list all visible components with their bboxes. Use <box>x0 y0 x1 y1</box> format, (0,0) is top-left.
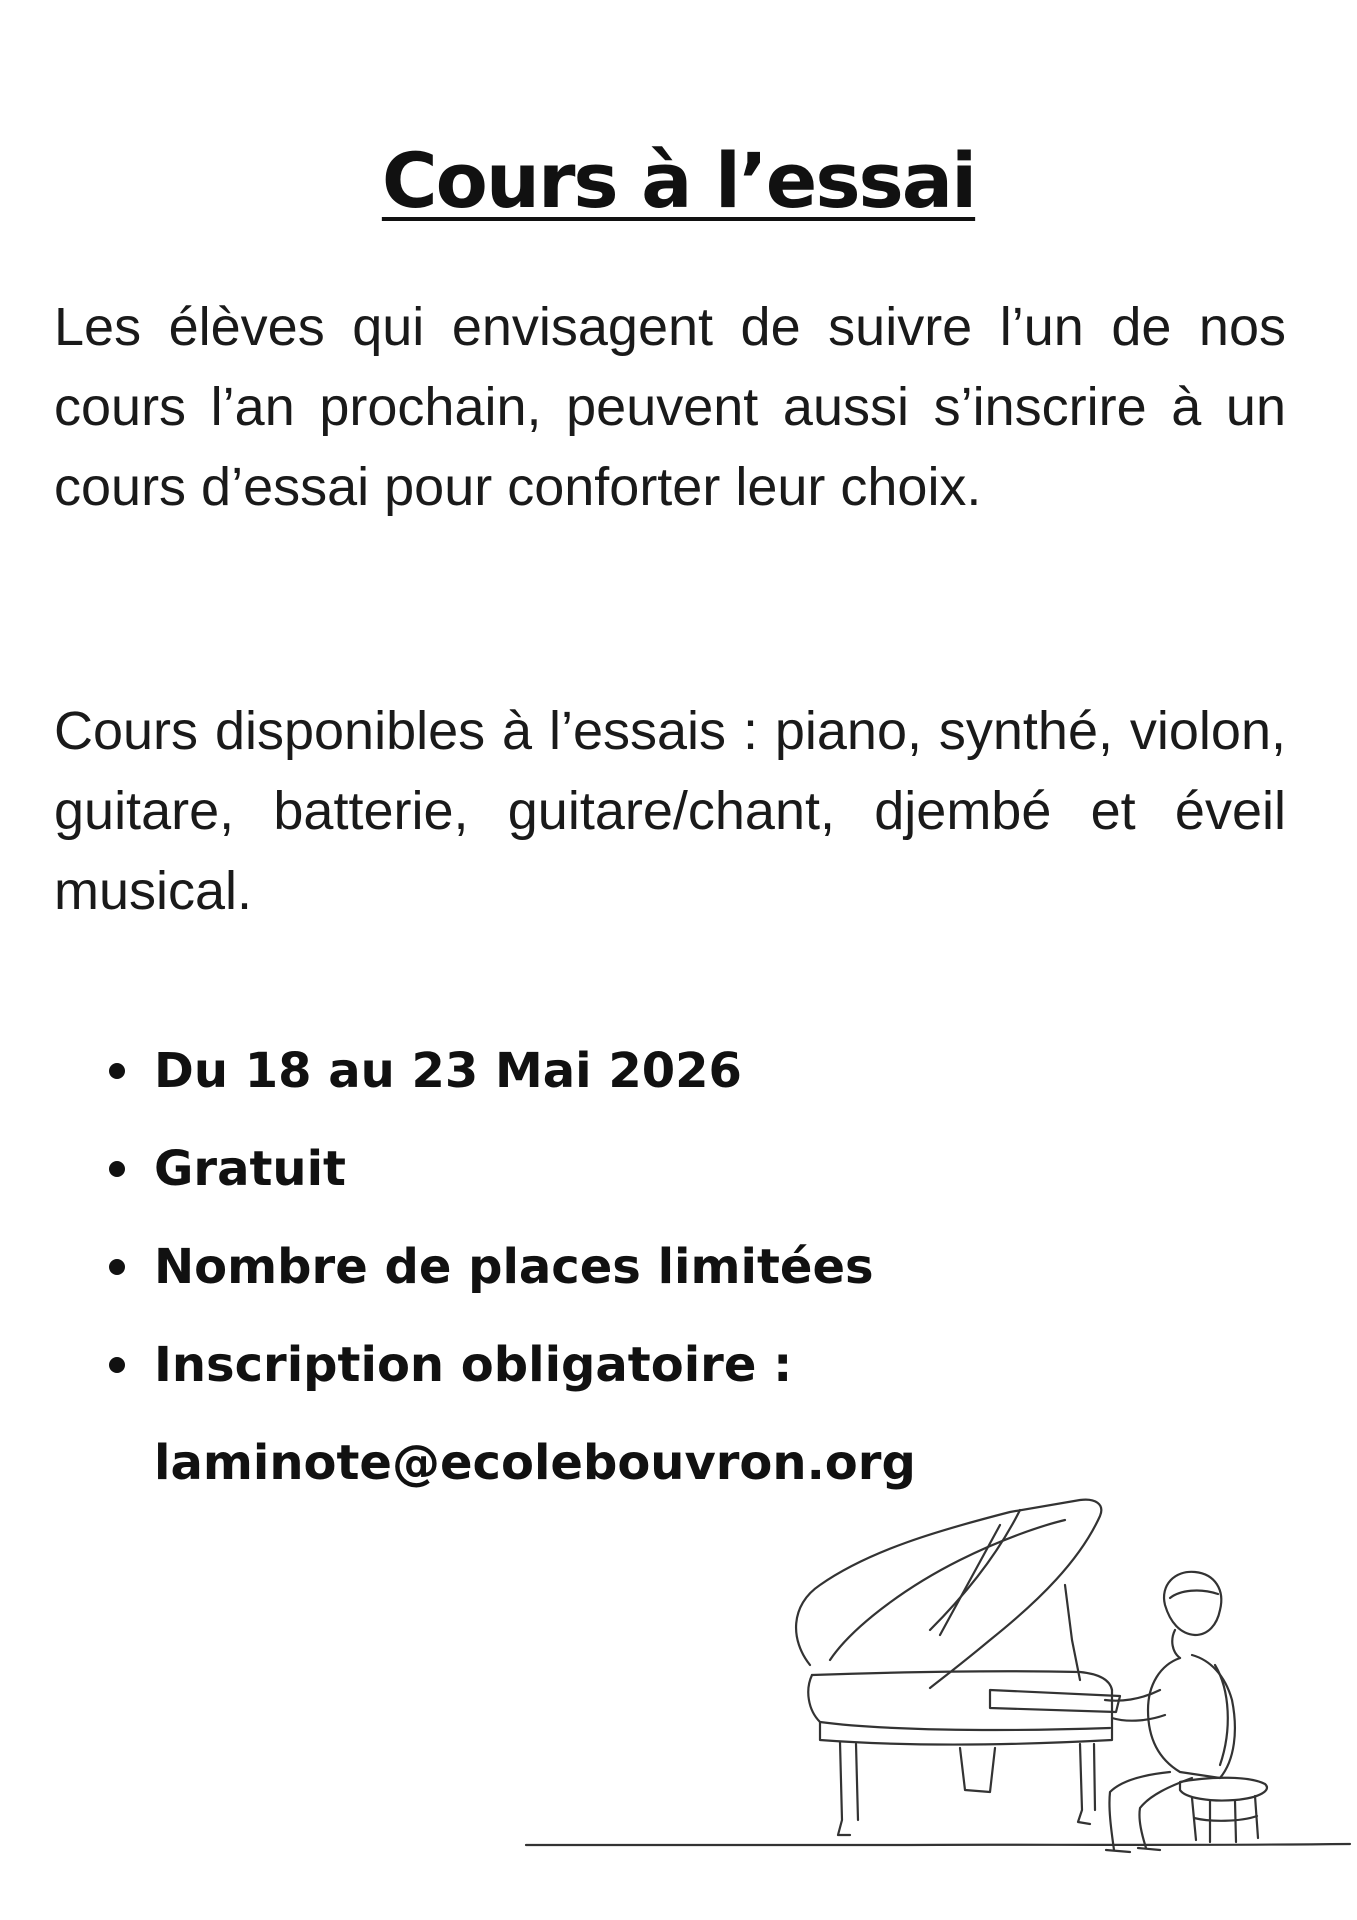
pianist-line-drawing-icon <box>520 1490 1357 1920</box>
details-list <box>110 1022 916 1512</box>
list-item-places <box>154 1218 916 1316</box>
bullet-icon <box>109 1161 125 1177</box>
page-title <box>0 135 1357 225</box>
list-item-registration <box>154 1316 916 1512</box>
list-item-dates <box>154 1022 916 1120</box>
dates-text: Du 18 au 23 Mai 2026 <box>154 1043 742 1099</box>
intro-paragraph: Les élèves qui envisagent de suivre l’un de nos cours l’an prochain, peuvent aussi s’inscrire à un cours d’essai pour conforter leur choix. <box>54 297 1286 517</box>
bullet-icon <box>109 1063 125 1079</box>
bullet-icon <box>109 1357 125 1373</box>
price-text: Gratuit <box>154 1141 346 1197</box>
bullet-icon <box>109 1259 125 1275</box>
places-text: Nombre de places limitées <box>154 1239 874 1295</box>
registration-text: Inscription obligatoire : <box>154 1337 793 1393</box>
available-courses-paragraph: Cours disponibles à l’essais : piano, synthé, violon, guitare, batterie, guitare/chant, djembé et éveil musical. <box>54 701 1286 921</box>
list-item-price <box>154 1120 916 1218</box>
page-title-text: Cours à l’essai <box>381 135 976 225</box>
email-link[interactable]: laminote@ecolebouvron.org <box>154 1435 916 1491</box>
